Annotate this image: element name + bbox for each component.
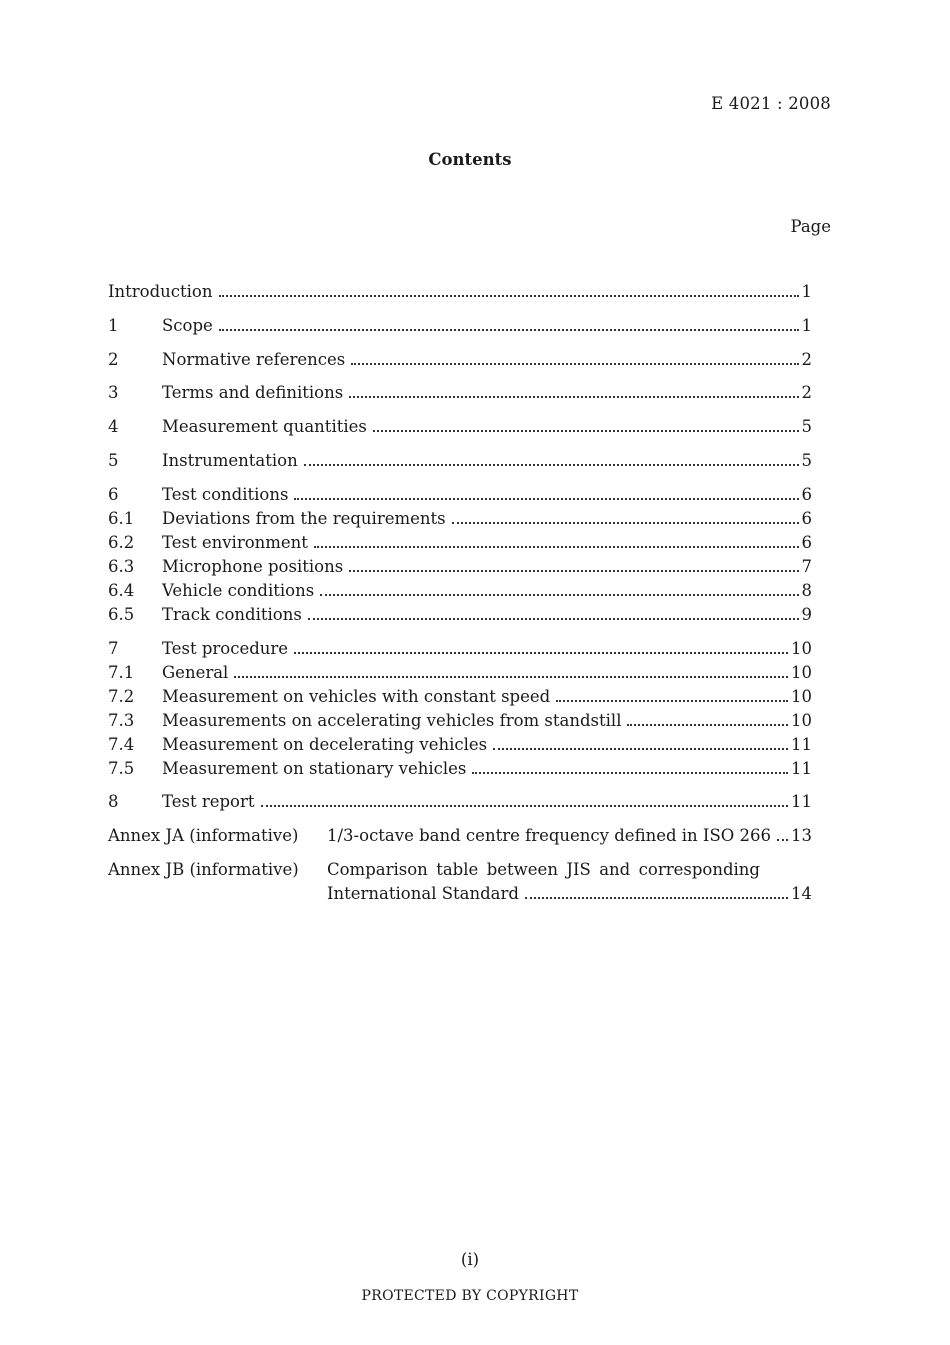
toc-entry[interactable] [108, 709, 812, 733]
toc-entry-page: 6 [801, 509, 812, 528]
annex-label: Annex JA (informative) [108, 826, 299, 845]
dot-leader [261, 805, 789, 807]
dot-leader [314, 546, 799, 548]
dot-leader [351, 363, 798, 365]
toc-entry-title: Deviations from the requirements [162, 509, 446, 528]
toc-group [108, 483, 812, 627]
toc-entry-page: 6 [801, 485, 812, 504]
toc-entry-number: 6.1 [108, 509, 135, 528]
toc-entry-page: 7 [801, 557, 812, 576]
toc-entry-page: 8 [801, 581, 812, 600]
dot-leader [308, 618, 799, 620]
toc-entry-page: 14 [791, 884, 812, 903]
document-number: E 4021 : 2008 [711, 94, 831, 113]
toc-entry-page: 2 [801, 350, 812, 369]
toc-entry-number: 7.1 [108, 663, 135, 682]
page-title: Contents [428, 150, 512, 169]
toc-entry-number: 5 [108, 451, 119, 470]
toc-entry-title: Test conditions [162, 485, 289, 504]
toc-entry[interactable] [108, 531, 812, 555]
toc-entry[interactable] [108, 507, 812, 531]
page-column-label: Page [790, 217, 831, 236]
dot-leader [452, 522, 799, 524]
toc-entry-title: General [162, 663, 229, 682]
dot-leader [219, 329, 799, 331]
toc-entry-number: 4 [108, 417, 119, 436]
toc-entry-page: 5 [801, 451, 812, 470]
dot-leader [373, 430, 799, 432]
toc-entry-page: 2 [801, 383, 812, 402]
toc-entry[interactable] [108, 348, 812, 372]
toc-group [108, 348, 812, 372]
annex-title-line [327, 882, 812, 906]
toc-entry-title: Microphone positions [162, 557, 344, 576]
dot-leader [627, 724, 788, 726]
toc-entry-number: 6.5 [108, 605, 135, 624]
toc-entry-page: 13 [791, 826, 812, 845]
toc-entry-number: 2 [108, 350, 119, 369]
toc-entry-title: Measurement on decelerating vehicles [162, 735, 488, 754]
toc-entry-number: 7.3 [108, 711, 135, 730]
toc-entry-title: Introduction [108, 282, 213, 301]
dot-leader [556, 700, 788, 702]
toc-entry-title: Instrumentation [162, 451, 298, 470]
toc-entry-page: 1 [801, 316, 812, 335]
toc-entry-number: 6.4 [108, 581, 135, 600]
annex-label: Annex JB (informative) [108, 860, 299, 879]
toc-entry-page: 9 [801, 605, 812, 624]
toc-entry-page: 1 [801, 282, 812, 301]
toc-entry-page: 11 [791, 759, 812, 778]
page-folio: (i) [460, 1250, 480, 1269]
toc-entry[interactable] [108, 483, 812, 507]
toc-entry-title: Track conditions [162, 605, 302, 624]
toc-entry-number: 7 [108, 639, 119, 658]
toc-entry-title: Measurement quantities [162, 417, 367, 436]
toc-entry-page: 5 [801, 417, 812, 436]
toc-entry[interactable] [108, 733, 812, 757]
dot-leader [320, 594, 798, 596]
toc-group [108, 314, 812, 338]
toc-entry-number: 6.3 [108, 557, 135, 576]
dot-leader [294, 498, 798, 500]
toc-entry-number: 6 [108, 485, 119, 504]
toc-entry-page: 6 [801, 533, 812, 552]
toc-entry-number: 8 [108, 792, 119, 811]
toc-entry-page: 10 [791, 711, 812, 730]
toc-entry[interactable] [108, 757, 812, 781]
toc-entry-page: 11 [791, 735, 812, 754]
toc-entry[interactable] [108, 314, 812, 338]
copyright-notice: PROTECTED BY COPYRIGHT [361, 1288, 579, 1304]
toc-annex-entry[interactable] [108, 858, 812, 906]
toc-group [108, 637, 812, 781]
toc-entry-title: Normative references [162, 350, 346, 369]
toc-entry-number: 6.2 [108, 533, 135, 552]
toc-entry-title: Test environment [162, 533, 308, 552]
toc-entry-number: 7.4 [108, 735, 135, 754]
toc-entry-page: 10 [791, 663, 812, 682]
toc-entry[interactable] [108, 555, 812, 579]
toc-entry-title: Scope [162, 316, 213, 335]
toc-entry-title: Terms and definitions [162, 383, 344, 402]
toc-entry[interactable] [108, 790, 812, 814]
annex-title-line [327, 824, 812, 848]
toc-entry-number: 3 [108, 383, 119, 402]
dot-leader [493, 748, 788, 750]
toc-entry-title: Test report [162, 792, 255, 811]
dot-leader [777, 839, 788, 841]
toc-group [108, 790, 812, 814]
toc-entry[interactable] [108, 280, 812, 304]
toc-entry-number: 1 [108, 316, 119, 335]
dot-leader [349, 396, 798, 398]
dot-leader [349, 570, 798, 572]
toc-entry[interactable] [108, 603, 812, 627]
annex-title-text: 1/3-octave band centre frequency defined in ISO 266 [327, 826, 772, 845]
toc-entry-title: Test procedure [162, 639, 289, 658]
toc-entry-title: Measurement on stationary vehicles [162, 759, 467, 778]
toc-entry-title: Vehicle conditions [162, 581, 315, 600]
toc-annex-entry[interactable] [108, 824, 812, 848]
toc-entry[interactable] [108, 579, 812, 603]
toc-group [108, 415, 812, 439]
toc-entry[interactable] [108, 661, 812, 685]
toc-entry-page: 11 [791, 792, 812, 811]
annex-title [327, 858, 812, 906]
dot-leader [472, 772, 788, 774]
toc-group [108, 280, 812, 304]
toc-entry-page: 10 [791, 687, 812, 706]
dot-leader [234, 676, 788, 678]
annex-title-line [327, 858, 812, 882]
annex-title-text: Comparison table between JIS and corresponding [327, 860, 760, 879]
dot-leader [294, 652, 788, 654]
toc-entry-title: Measurements on accelerating vehicles from standstill [162, 711, 622, 730]
dot-leader [525, 897, 788, 899]
toc-group [108, 381, 812, 405]
toc-entry[interactable] [108, 685, 812, 709]
toc-entry[interactable] [108, 449, 812, 473]
toc-entry-page: 10 [791, 639, 812, 658]
toc-group [108, 449, 812, 473]
dot-leader [219, 295, 799, 297]
annex-title-text: International Standard [327, 884, 519, 903]
dot-leader [304, 464, 799, 466]
toc-entry[interactable] [108, 381, 812, 405]
toc-entry-number: 7.5 [108, 759, 135, 778]
table-of-contents [108, 280, 812, 906]
toc-entry-title: Measurement on vehicles with constant speed [162, 687, 551, 706]
toc-entry[interactable] [108, 415, 812, 439]
toc-entry[interactable] [108, 637, 812, 661]
toc-entry-number: 7.2 [108, 687, 135, 706]
annex-title [327, 824, 812, 848]
